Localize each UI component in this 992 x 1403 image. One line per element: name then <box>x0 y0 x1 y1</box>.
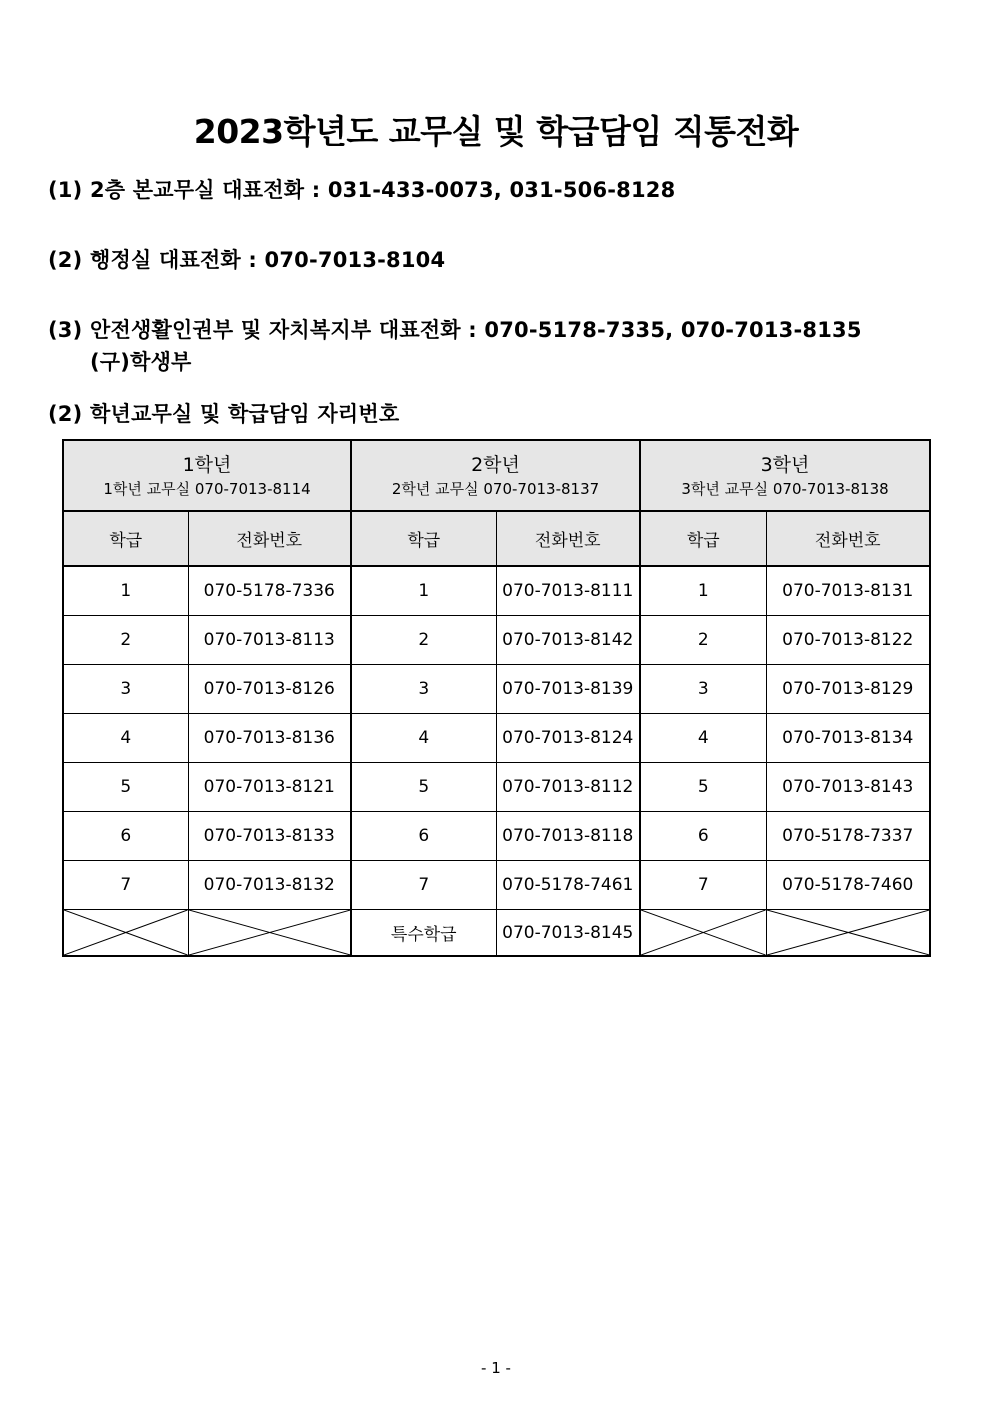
column-header-row <box>63 511 930 566</box>
class-number-cell: 4 <box>351 714 496 763</box>
item-text: 안전생활인권부 및 자치복지부 대표전화 : 070-5178-7335, 070-7013-8135 <box>90 318 862 342</box>
grade-header-row <box>63 440 930 511</box>
class-number-cell: 6 <box>351 812 496 861</box>
grade-name: 2학년 <box>471 453 520 476</box>
grade-name: 3학년 <box>760 453 810 476</box>
class-number-cell: 2 <box>351 616 496 665</box>
item-text: 학년교무실 및 학급담임 자리번호 <box>90 402 400 426</box>
class-number-cell: 7 <box>63 861 188 910</box>
empty-crossed-cell <box>188 910 351 957</box>
phone-cell: 070-7013-8139 <box>496 665 640 714</box>
class-number-cell: 7 <box>640 861 766 910</box>
item-number: (2) <box>48 248 83 272</box>
info-item-safety-dept <box>48 314 862 376</box>
col-header-phone: 전화번호 <box>188 511 351 566</box>
class-number-cell: 6 <box>640 812 766 861</box>
phone-cell: 070-7013-8111 <box>496 566 640 616</box>
table-row <box>63 665 930 714</box>
class-number-cell: 3 <box>640 665 766 714</box>
col-header-phone: 전화번호 <box>766 511 930 566</box>
class-number-cell: 3 <box>351 665 496 714</box>
page-number: - 1 - <box>481 1359 511 1377</box>
phone-table <box>62 439 931 957</box>
class-number-cell: 5 <box>351 763 496 812</box>
phone-cell: 070-7013-8136 <box>188 714 351 763</box>
class-number-cell: 2 <box>63 616 188 665</box>
table-row <box>63 566 930 616</box>
grade-3-header <box>640 440 930 511</box>
empty-crossed-cell <box>766 910 930 957</box>
phone-cell: 070-7013-8118 <box>496 812 640 861</box>
phone-cell: 070-7013-8121 <box>188 763 351 812</box>
special-class-phone: 070-7013-8145 <box>496 910 640 957</box>
grade-office-phone: 3학년 교무실 070-7013-8138 <box>681 479 889 498</box>
class-number-cell: 5 <box>640 763 766 812</box>
col-header-phone: 전화번호 <box>496 511 640 566</box>
phone-cell: 070-7013-8122 <box>766 616 930 665</box>
grade-name: 1학년 <box>182 453 232 476</box>
phone-cell: 070-7013-8142 <box>496 616 640 665</box>
phone-cell: 070-5178-7461 <box>496 861 640 910</box>
phone-cell: 070-5178-7337 <box>766 812 930 861</box>
class-number-cell: 1 <box>63 566 188 616</box>
phone-cell: 070-7013-8129 <box>766 665 930 714</box>
col-header-class: 학급 <box>640 511 766 566</box>
phone-cell: 070-7013-8126 <box>188 665 351 714</box>
table-row <box>63 812 930 861</box>
table-row-special <box>63 910 930 957</box>
phone-cell: 070-7013-8143 <box>766 763 930 812</box>
class-number-cell: 3 <box>63 665 188 714</box>
class-number-cell: 4 <box>640 714 766 763</box>
info-item-main-office <box>48 174 675 204</box>
class-number-cell: 2 <box>640 616 766 665</box>
empty-crossed-cell <box>63 910 188 957</box>
item-number: (2) <box>48 402 83 426</box>
phone-cell: 070-7013-8131 <box>766 566 930 616</box>
info-item-grade-offices <box>48 398 399 428</box>
col-header-class: 학급 <box>63 511 188 566</box>
page-title: 2023학년도 교무실 및 학급담임 직통전화 <box>193 112 799 151</box>
item-subtext: (구)학생부 <box>90 350 192 374</box>
grade-1-header <box>63 440 351 511</box>
empty-crossed-cell <box>640 910 766 957</box>
phone-cell: 070-5178-7336 <box>188 566 351 616</box>
item-text: 2층 본교무실 대표전화 : 031-433-0073, 031-506-8128 <box>90 178 676 202</box>
table-row <box>63 616 930 665</box>
table-row <box>63 763 930 812</box>
special-class-label: 특수학급 <box>351 910 496 957</box>
class-number-cell: 7 <box>351 861 496 910</box>
phone-cell: 070-5178-7460 <box>766 861 930 910</box>
item-number: (1) <box>48 178 83 202</box>
phone-cell: 070-7013-8112 <box>496 763 640 812</box>
class-number-cell: 5 <box>63 763 188 812</box>
item-text: 행정실 대표전화 : 070-7013-8104 <box>90 248 446 272</box>
phone-cell: 070-7013-8134 <box>766 714 930 763</box>
class-number-cell: 4 <box>63 714 188 763</box>
col-header-class: 학급 <box>351 511 496 566</box>
table-row <box>63 861 930 910</box>
phone-cell: 070-7013-8133 <box>188 812 351 861</box>
class-number-cell: 1 <box>351 566 496 616</box>
phone-cell: 070-7013-8124 <box>496 714 640 763</box>
grade-office-phone: 2학년 교무실 070-7013-8137 <box>391 479 600 498</box>
info-item-admin-office <box>48 244 445 274</box>
grade-office-phone: 1학년 교무실 070-7013-8114 <box>103 479 311 498</box>
phone-cell: 070-7013-8132 <box>188 861 351 910</box>
item-number: (3) <box>48 318 83 342</box>
table-row <box>63 714 930 763</box>
class-number-cell: 1 <box>640 566 766 616</box>
phone-cell: 070-7013-8113 <box>188 616 351 665</box>
grade-2-header <box>351 440 640 511</box>
class-number-cell: 6 <box>63 812 188 861</box>
